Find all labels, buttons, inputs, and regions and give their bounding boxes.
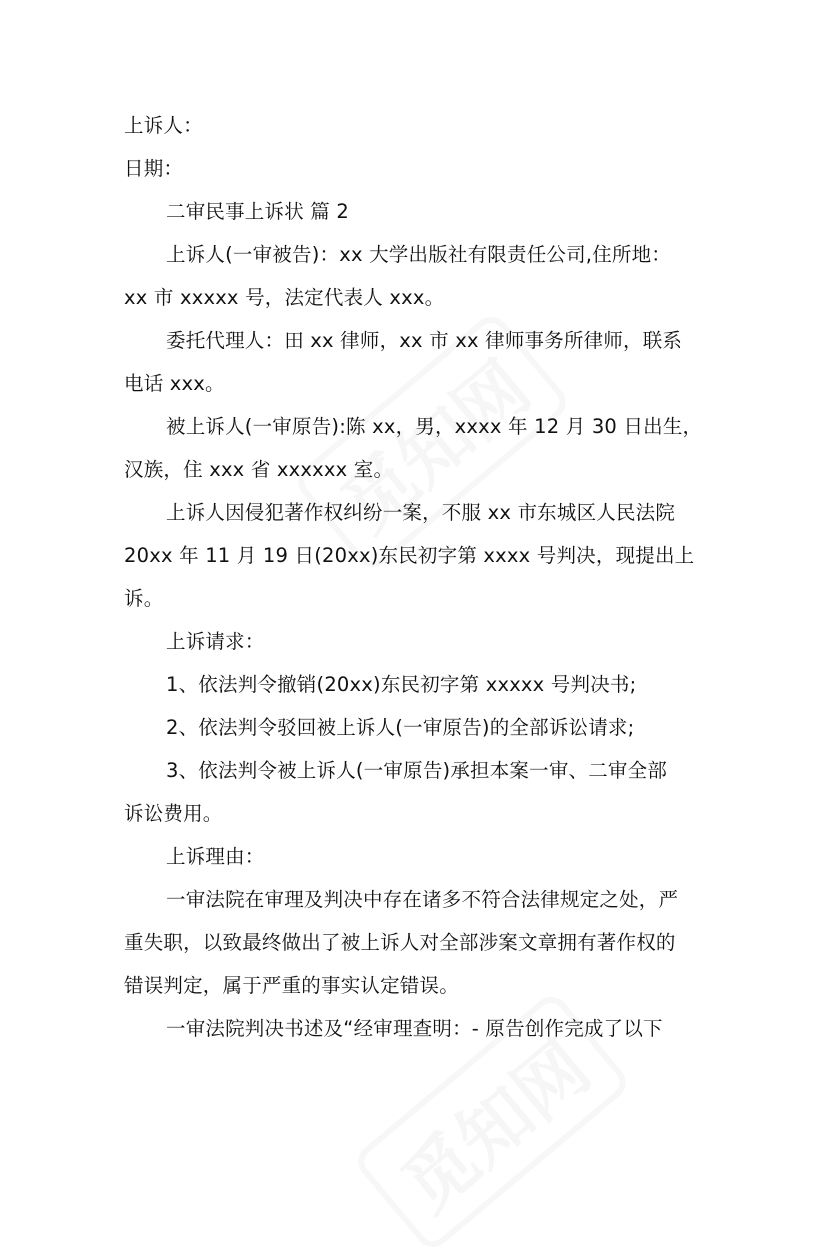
paragraph-line: 被上诉人(一审原告):陈 xx，男，xxxx 年 12 月 30 日出生， bbox=[166, 415, 703, 438]
paragraph-line: 诉讼费用。 bbox=[124, 802, 223, 825]
section-title: 二审民事上诉状 篇 2 bbox=[166, 200, 350, 223]
paragraph-line: 一审法院判决书述及“经审理查明：- 原告创作完成了以下 bbox=[166, 1017, 663, 1040]
section-heading: 上诉请求： bbox=[166, 630, 265, 653]
list-item: 3、依法判令被上诉人(一审原告)承担本案一审、二审全部 bbox=[166, 759, 668, 782]
paragraph-line: 重失职，以致最终做出了被上诉人对全部涉案文章拥有著作权的 bbox=[124, 931, 676, 954]
paragraph-line: 20xx 年 11 月 19 日(20xx)东民初字第 xxxx 号判决，现提出上 bbox=[124, 544, 695, 567]
document-body bbox=[124, 104, 714, 1050]
paragraph-line: 诉。 bbox=[124, 587, 164, 610]
paragraph-line: 错误判定，属于严重的事实认定错误。 bbox=[124, 974, 459, 997]
list-item: 1、依法判令撤销(20xx)东民初字第 xxxxx 号判决书; bbox=[166, 673, 637, 696]
paragraph-line: 一审法院在审理及判决中存在诸多不符合法律规定之处，严 bbox=[166, 888, 679, 911]
paragraph-line: 委托代理人：田 xx 律师，xx 市 xx 律师事务所律师，联系 bbox=[166, 329, 683, 352]
date-label: 日期： bbox=[124, 157, 184, 180]
paragraph-line: 电话 xxx。 bbox=[124, 372, 225, 395]
list-item: 2、依法判令驳回被上诉人(一审原告)的全部诉讼请求; bbox=[166, 716, 635, 739]
paragraph-line: 上诉人(一审被告)：xx 大学出版社有限责任公司,住所地： bbox=[166, 243, 671, 266]
paragraph-line: 汉族，住 xxx 省 xxxxxx 室。 bbox=[124, 458, 394, 481]
paragraph-line: xx 市 xxxxx 号，法定代表人 xxx。 bbox=[124, 286, 445, 309]
section-heading: 上诉理由： bbox=[166, 845, 265, 868]
appellant-label: 上诉人： bbox=[124, 114, 203, 137]
paragraph-line: 上诉人因侵犯著作权纠纷一案，不服 xx 市东城区人民法院 bbox=[166, 501, 676, 524]
